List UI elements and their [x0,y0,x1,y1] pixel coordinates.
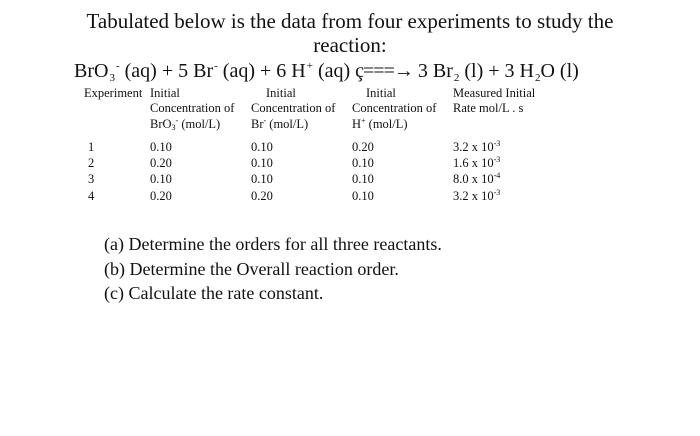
product-h2o: (l) + 3 H [459,60,534,82]
header-br-units: Br- (mol/L) [251,116,309,131]
cell-br: 0.10 [251,140,273,154]
header-rate-units: Rate mol/L . s [453,101,524,115]
intro-line-2: reaction: [313,33,387,57]
cell-br: 0.10 [251,172,273,186]
intro-line-1: Tabulated below is the data from four experiments to study the [86,9,614,33]
cell-rate: 3.2 x $10^{-3}$ [453,139,501,154]
reaction-arrow: ç===→ [355,60,413,82]
cell-bro3: 0.20 [150,189,172,203]
question-c: (c) Calculate the rate constant. [104,283,324,303]
cell-exp: 2 [88,156,95,170]
cell-br: 0.10 [251,156,273,170]
cell-rate: 1.6 x $10^{-3}$ [453,155,501,170]
product-br2: 3 Br [412,60,453,82]
cell-exp: 3 [88,172,95,186]
header-bro3-units: BrO3- (mol/L) [150,116,221,132]
header-conc-of-2: Concentration of [251,101,336,115]
cell-rate: 8.0 x $10^{-4}$ [453,171,501,186]
header-conc-of-3: Concentration of [352,101,437,115]
cell-exp: 4 [88,189,95,203]
cell-h: 0.20 [352,140,374,154]
cell-h: 0.10 [352,172,374,186]
cell-bro3: 0.20 [150,156,172,170]
cell-exp: 1 [88,140,95,154]
header-conc-of-1: Concentration of [150,101,235,115]
header-h-units: H+ (mol/L) [352,116,408,131]
header-initial-3: Initial [366,86,396,100]
cell-rate: 3.2 x $10^{-3}$ [453,188,501,203]
question-a: (a) Determine the orders for all three reactants. [104,234,442,254]
reactant-br: + 5 Br [156,60,214,82]
reactant-bro3: BrO [74,60,109,82]
header-measured: Measured Initial [453,86,536,100]
header-initial-2: Initial [266,86,296,100]
reaction-equation: BrO$_3$- (aq) + 5 Br- (aq) + 6 H+ (aq) ç===→ 3 $Br_2$ (l) + 3 $H_2O$ (l) [74,60,579,84]
question-b: (b) Determine the Overall reaction order. [104,259,399,279]
cell-h: 0.10 [352,156,374,170]
reactant-h: + 6 H [254,60,306,82]
cell-h: 0.10 [352,189,374,203]
header-initial-1: Initial [150,86,180,100]
cell-br: 0.20 [251,189,273,203]
cell-bro3: 0.10 [150,140,172,154]
header-experiment: Experiment [84,86,143,100]
cell-bro3: 0.10 [150,172,172,186]
